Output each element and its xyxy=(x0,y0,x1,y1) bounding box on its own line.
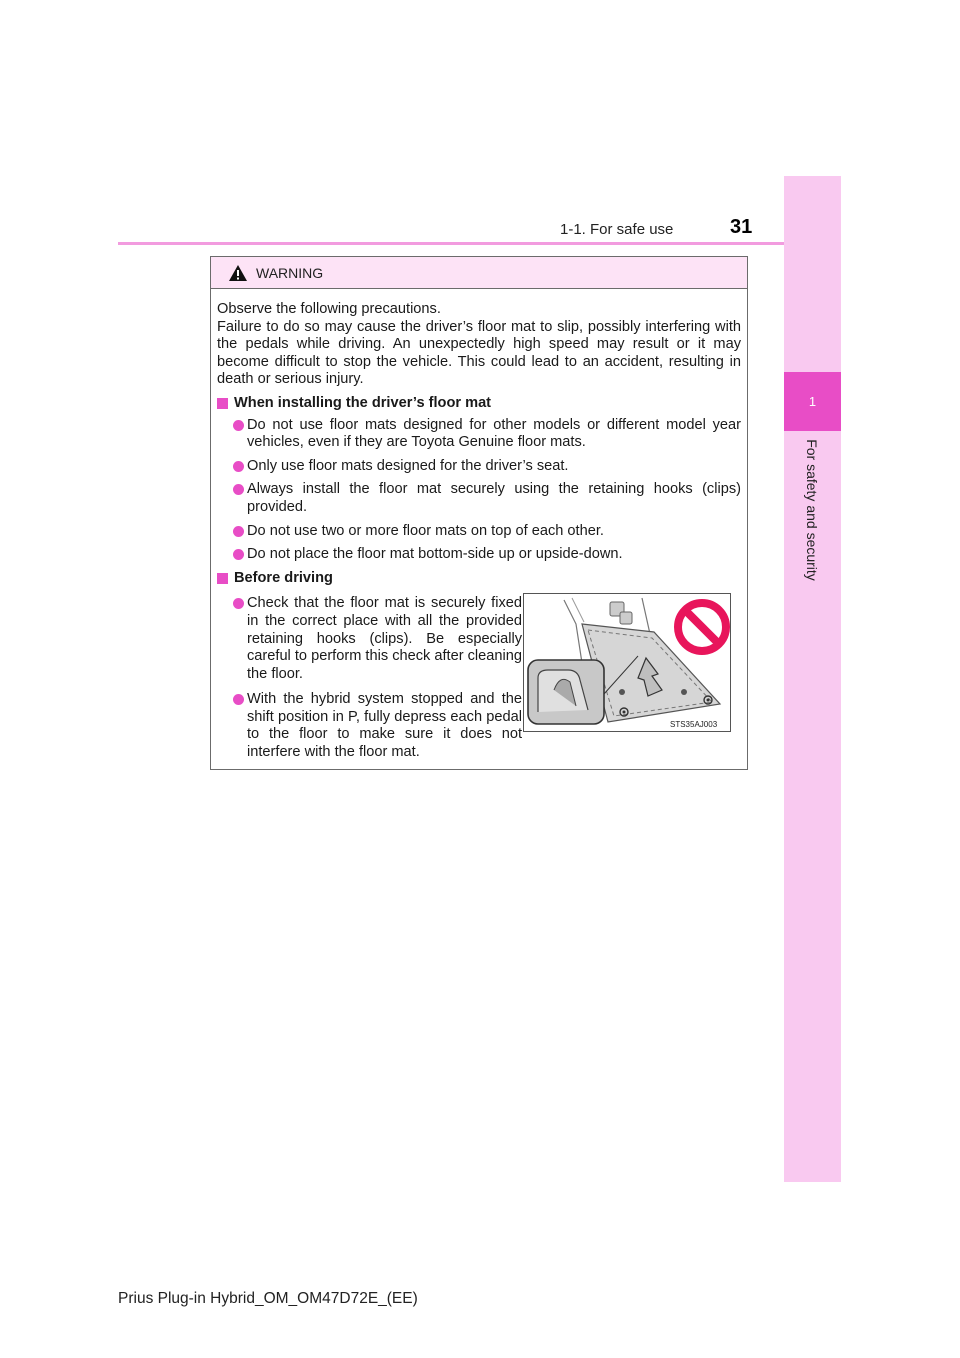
round-bullet-icon xyxy=(233,549,244,560)
round-bullet-icon xyxy=(233,461,244,472)
round-bullet-icon xyxy=(233,598,244,609)
before-driving-content xyxy=(217,591,741,769)
warning-body xyxy=(211,289,747,770)
section-title: 1-1. For safe use xyxy=(560,221,674,238)
document-footer: Prius Plug-in Hybrid_OM_OM47D72E_(EE) xyxy=(118,1290,418,1307)
chapter-label: For safety and security xyxy=(804,439,820,581)
square-bullet-icon xyxy=(217,398,228,409)
list-item: Do not use two or more floor mats on top of each other. xyxy=(217,523,741,541)
list-item: Check that the floor mat is securely fixed in the correct place with all the provided retaining hooks (clips). Be especially careful to perform this check after cleaning the floor. xyxy=(217,595,522,683)
square-bullet-icon xyxy=(217,573,228,584)
chapter-number: 1 xyxy=(784,372,841,431)
warning-triangle-icon xyxy=(228,264,248,282)
intro-line-2: Failure to do so may cause the driver’s floor mat to slip, possibly interfering with the pedals while driving. An unexpectedly high speed may result or it may become difficult to stop the vehicle. This could lead to an accident, resulting in death or serious injury. xyxy=(217,318,741,388)
round-bullet-icon xyxy=(233,484,244,495)
page-number: 31 xyxy=(730,216,753,238)
warning-title: WARNING xyxy=(256,264,324,281)
list-item: Do not use floor mats designed for other models or different model year vehicles, even if they are Toyota Genuine floor mats. xyxy=(217,417,741,452)
list-item: Do not place the floor mat bottom-side up or upside-down. xyxy=(217,546,741,564)
warning-box xyxy=(210,256,748,770)
figure-code: STS35AJ003 xyxy=(670,720,718,730)
side-tab xyxy=(784,176,841,1182)
list-item: Only use floor mats designed for the driver’s seat. xyxy=(217,458,741,476)
header-divider xyxy=(118,242,784,245)
round-bullet-icon xyxy=(233,526,244,537)
section-heading-installing: When installing the driver’s floor mat xyxy=(217,395,741,413)
intro-line-1: Observe the following precautions. xyxy=(217,301,441,317)
warning-header xyxy=(211,257,747,289)
round-bullet-icon xyxy=(233,694,244,705)
list-item: With the hybrid system stopped and the shift position in P, fully depress each pedal to the floor to make sure it does not interfere with the floor mat. xyxy=(217,691,522,761)
intro-text xyxy=(217,301,741,389)
floor-mat-illustration xyxy=(523,593,731,732)
before-driving-list xyxy=(217,591,522,769)
list-item: Always install the floor mat securely using the retaining hooks (clips) provided. xyxy=(217,481,741,516)
section-heading-before-driving: Before driving xyxy=(217,570,741,588)
round-bullet-icon xyxy=(233,420,244,431)
